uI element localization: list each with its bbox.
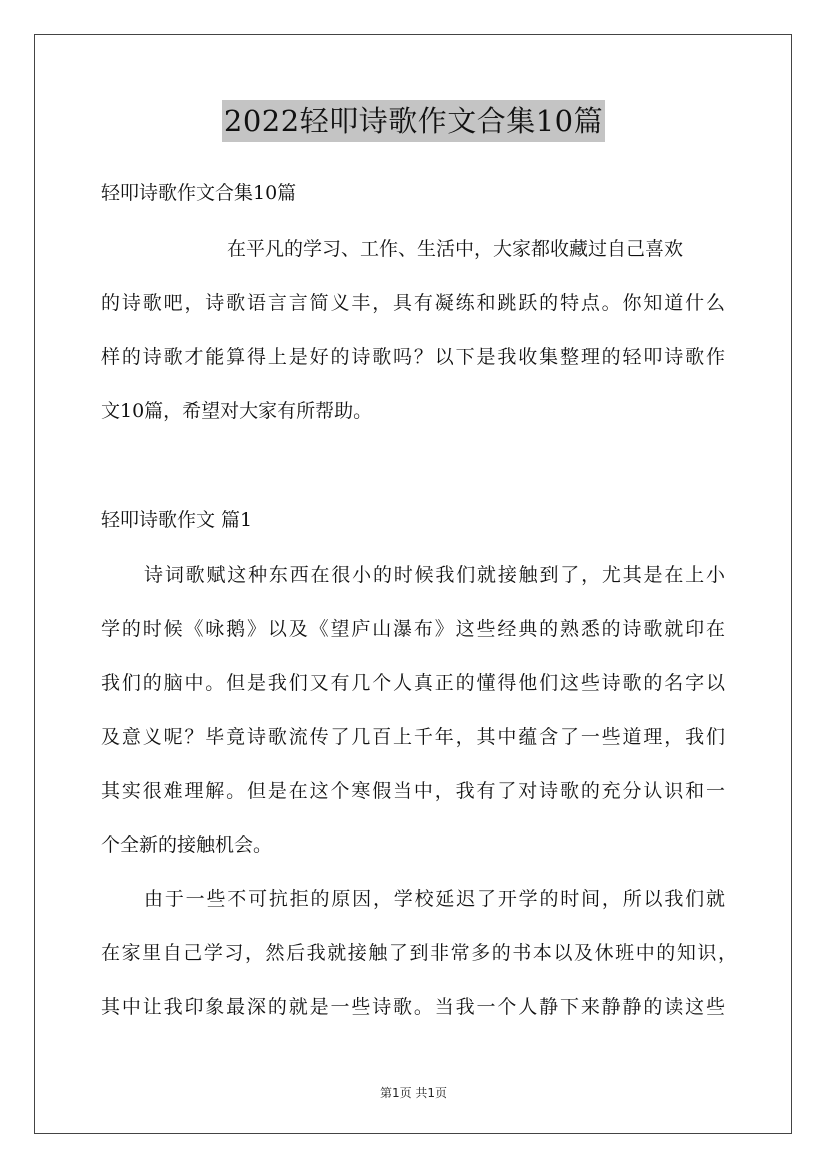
document-title: 2022轻叩诗歌作文合集10篇 — [222, 100, 605, 142]
paragraph-line: 个全新的接触机会。 — [101, 834, 273, 856]
title-container — [0, 100, 827, 142]
intro-line: 的诗歌吧，诗歌语言言简义丰，具有凝练和跳跃的特点。你知道什么 — [101, 292, 725, 314]
paragraph-line: 在家里自己学习，然后我就接触了到非常多的书本以及休班中的知识， — [101, 942, 737, 964]
paragraph-line: 我们的脑中。但是我们又有几个人真正的懂得他们这些诗歌的名字以 — [101, 672, 725, 694]
section-heading: 轻叩诗歌作文 篇1 — [101, 509, 253, 531]
document-subtitle: 轻叩诗歌作文合集10篇 — [101, 182, 297, 204]
paragraph-line: 诗词歌赋这种东西在很小的时候我们就接触到了，尤其是在上小 — [144, 564, 725, 586]
paragraph-line: 学的时候《咏鹅》以及《望庐山瀑布》这些经典的熟悉的诗歌就印在 — [101, 618, 725, 640]
intro-line: 在平凡的学习、工作、生活中，大家都收藏过自己喜欢 — [227, 238, 684, 260]
intro-line: 文10篇，希望对大家有所帮助。 — [101, 400, 373, 422]
intro-line: 样的诗歌才能算得上是好的诗歌吗？以下是我收集整理的轻叩诗歌作 — [101, 346, 725, 368]
paragraph-line: 其实很难理解。但是在这个寒假当中，我有了对诗歌的充分认识和一 — [101, 780, 725, 802]
page-footer: 第1页 共1页 — [379, 1086, 448, 1100]
paragraph-line: 由于一些不可抗拒的原因，学校延迟了开学的时间，所以我们就 — [144, 888, 725, 910]
paragraph-line: 其中让我印象最深的就是一些诗歌。当我一个人静下来静静的读这些 — [101, 996, 725, 1018]
paragraph-line: 及意义呢？毕竟诗歌流传了几百上千年，其中蕴含了一些道理，我们 — [101, 726, 725, 748]
